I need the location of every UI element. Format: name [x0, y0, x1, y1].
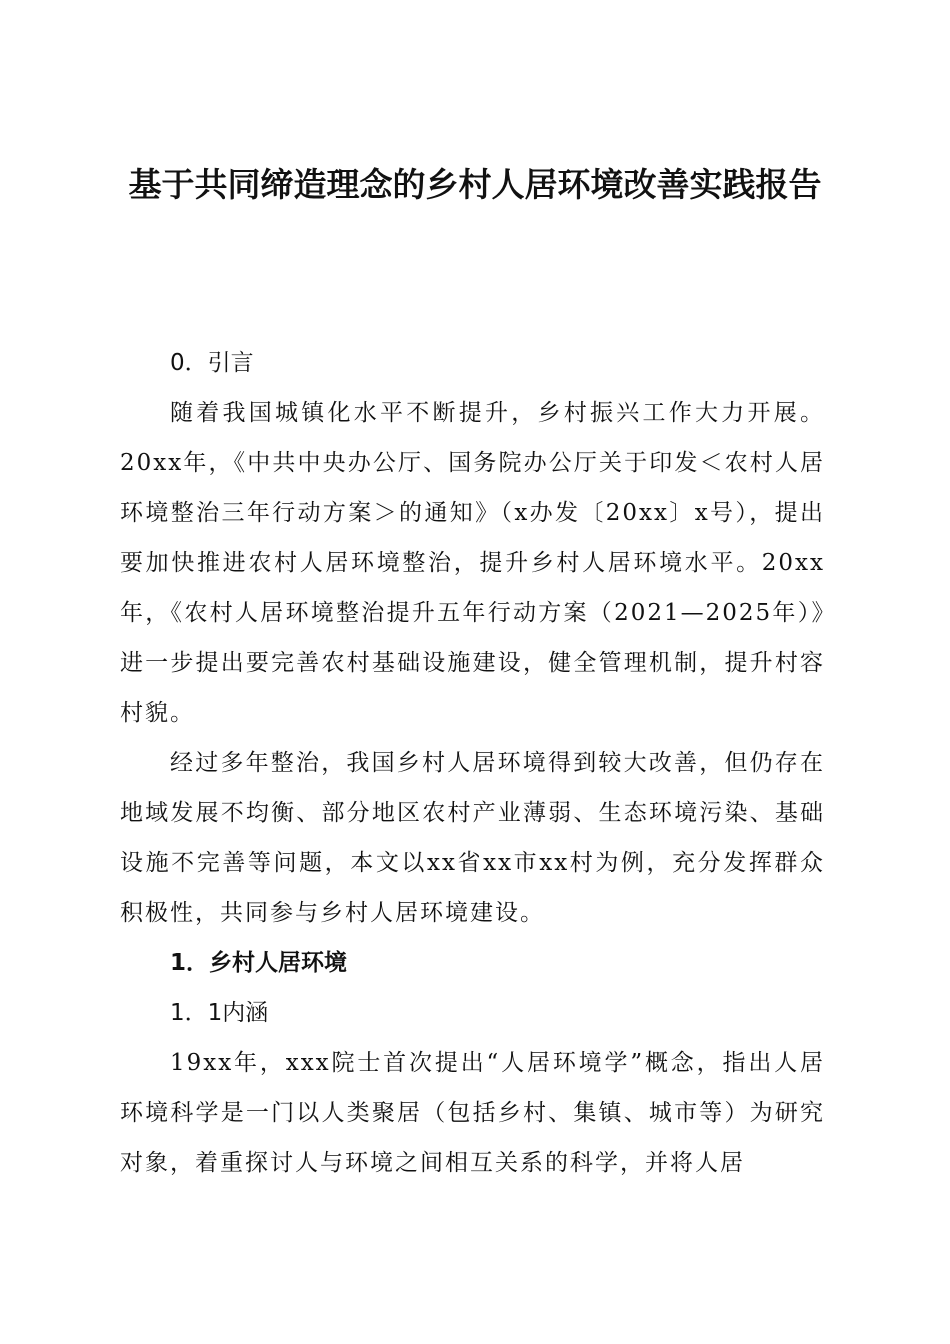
section-heading-intro: 0．引言 [170, 350, 254, 376]
paragraph-intro-1: 随着我国城镇化水平不断提升，乡村振兴工作大力开展。20xx年，《中共中央办公厅、国务院办公厅关于印发＜农村人居环境整治三年行动方案＞的通知》（x办发〔20xx〕x号），提出要加快推进农村人居环境整治，提升乡村人居环境水平。20xx年，《农村人居环境整治提升五年行动方案（2021—2025年）》进一步提出要完善农村基础设施建设，健全管理机制，提升村容村貌。 [120, 400, 825, 726]
paragraph-intro-2: 经过多年整治，我国乡村人居环境得到较大改善，但仍存在地域发展不均衡、部分地区农村产业薄弱、生态环境污染、基础设施不完善等问题，本文以xx省xx市xx村为例，充分发挥群众积极性，共同参与乡村人居环境建设。 [120, 750, 825, 926]
section-heading-1: 1．乡村人居环境 [170, 950, 348, 976]
document-body [120, 338, 825, 1188]
paragraph-1-1: 19xx年，xxx院士首次提出“人居环境学”概念，指出人居环境科学是一门以人类聚居（包括乡村、集镇、城市等）为研究对象，着重探讨人与环境之间相互关系的科学，并将人居 [120, 1050, 825, 1176]
document-title: 基于共同缔造理念的乡村人居环境改善实践报告 [128, 165, 822, 204]
subsection-heading-1-1: 1．1内涵 [170, 1000, 269, 1026]
